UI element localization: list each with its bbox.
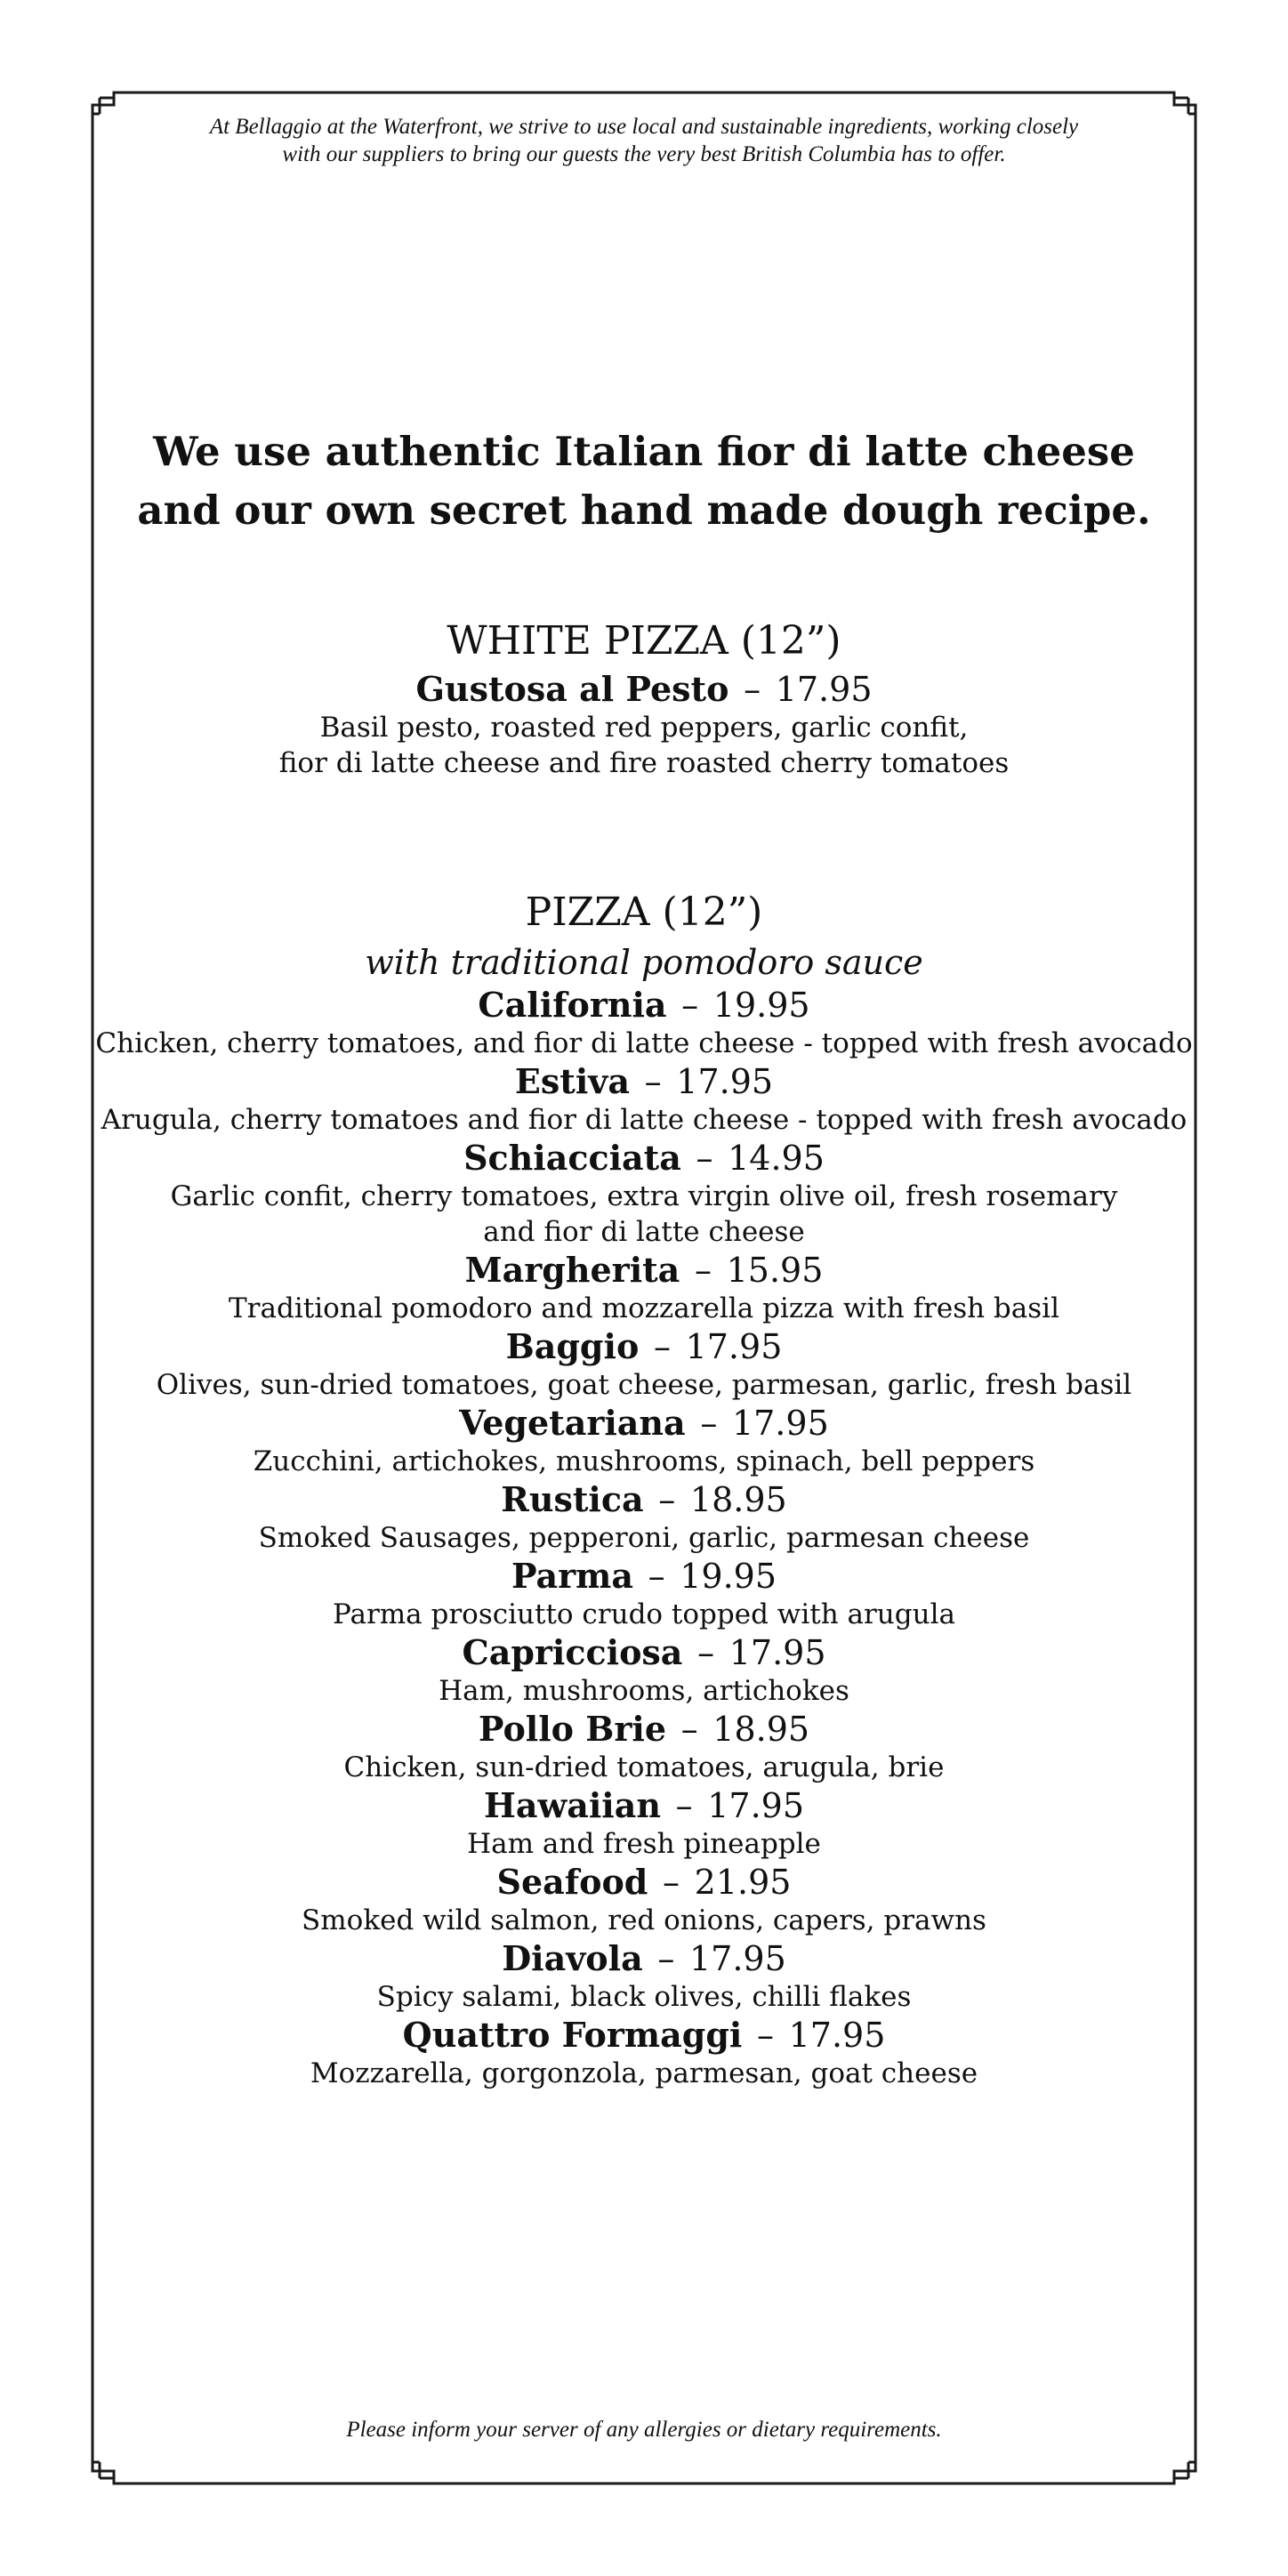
menu-item-description-line-1: Chicken, sun-dried tomatoes, arugula, brie	[343, 1751, 945, 1783]
menu-item-description-line-1: Chicken, cherry tomatoes, and fior di latte cheese - topped with fresh avocado	[95, 1027, 1193, 1059]
menu-page	[93, 93, 1195, 2483]
menu-item-price: 18.95	[689, 1480, 787, 1519]
menu-item-heading	[93, 1403, 1195, 1444]
menu-item-description-line-1: Olives, sun-dried tomatoes, goat cheese, parmesan, garlic, fresh basil	[156, 1369, 1132, 1401]
white-pizza-section	[93, 614, 1195, 781]
pizza-list	[93, 985, 1195, 2091]
menu-item	[93, 1556, 1195, 1632]
menu-item-description-line-1: Spicy salami, black olives, chilli flakes	[376, 1981, 912, 2013]
menu-item-dash: –	[696, 1139, 713, 1178]
menu-item	[93, 1785, 1195, 1862]
menu-item-price: 21.95	[694, 1863, 792, 1902]
menu-item	[93, 1061, 1195, 1138]
menu-item-description-line-1: Ham, mushrooms, artichokes	[439, 1675, 849, 1707]
menu-item-price: 17.95	[676, 1062, 774, 1101]
menu-item-description-line-2: and fior di latte cheese	[483, 1216, 805, 1248]
menu-item-price: 19.95	[680, 1557, 777, 1596]
menu-item-heading	[93, 1556, 1195, 1597]
menu-item-dash: –	[697, 1633, 715, 1672]
menu-item-dash: –	[700, 1404, 718, 1443]
menu-item-price: 19.95	[712, 986, 810, 1025]
menu-item-heading	[93, 985, 1195, 1026]
intro-line-2: with our suppliers to bring our guests the very best British Columbia has to offer.	[282, 142, 1006, 166]
menu-item	[93, 669, 1195, 781]
menu-item-description-line-1: Arugula, cherry tomatoes and fior di latte cheese - topped with fresh avocado	[101, 1104, 1187, 1136]
menu-item-dash: –	[658, 1480, 676, 1519]
menu-item-price: 17.95	[685, 1327, 783, 1366]
intro-text	[93, 113, 1195, 168]
menu-item-heading	[93, 1785, 1195, 1826]
menu-item-heading	[93, 1632, 1195, 1673]
menu-item-description-line-1: Zucchini, artichokes, mushrooms, spinach, bell peppers	[253, 1445, 1035, 1477]
menu-item	[93, 1709, 1195, 1785]
menu-item-heading	[93, 1709, 1195, 1750]
menu-item-name: Rustica	[501, 1479, 644, 1519]
menu-item-price: 17.95	[729, 1633, 826, 1672]
menu-item-description-line-2: fior di latte cheese and fire roasted cherry tomatoes	[278, 747, 1010, 779]
menu-item-name: California	[478, 985, 667, 1025]
menu-item-price: 14.95	[728, 1139, 825, 1178]
intro-line-1: At Bellaggio at the Waterfront, we strive to use local and sustainable ingredients, working closely	[209, 115, 1079, 139]
menu-item-dash: –	[681, 986, 699, 1025]
menu-item	[93, 985, 1195, 1061]
menu-item-heading	[93, 1326, 1195, 1367]
menu-item	[93, 1632, 1195, 1709]
menu-item-name: Margherita	[464, 1250, 680, 1290]
menu-item-name: Baggio	[505, 1326, 640, 1366]
menu-item-price: 18.95	[712, 1710, 810, 1749]
menu-item-name: Seafood	[496, 1862, 648, 1902]
menu-item-description-line-1: Traditional pomodoro and mozzarella pizza with fresh basil	[229, 1292, 1059, 1324]
menu-item-dash: –	[644, 1062, 662, 1101]
menu-item-description-line-1: Mozzarella, gorgonzola, parmesan, goat cheese	[310, 2057, 978, 2089]
menu-item-description-line-1: Garlic confit, cherry tomatoes, extra virgin olive oil, fresh rosemary	[170, 1180, 1118, 1212]
menu-item-description-line-1: Parma prosciutto crudo topped with arugula	[333, 1598, 955, 1630]
menu-item-name: Schiacciata	[463, 1138, 681, 1178]
menu-item-dash: –	[675, 1786, 693, 1825]
menu-item-heading	[93, 1061, 1195, 1102]
menu-item-price: 17.95	[775, 670, 873, 709]
menu-item	[93, 1862, 1195, 1938]
menu-item	[93, 1479, 1195, 1556]
menu-item-name: Gustosa al Pesto	[415, 669, 729, 709]
menu-item-heading	[93, 2015, 1195, 2056]
pizza-section	[93, 885, 1195, 2091]
headline-line-2: and our own secret hand made dough recipe.	[137, 487, 1151, 534]
white-pizza-list	[93, 669, 1195, 781]
menu-item-dash: –	[653, 1327, 671, 1366]
menu-item-price: 17.95	[688, 1939, 786, 1978]
menu-item-name: Hawaiian	[483, 1785, 661, 1825]
menu-item	[93, 1250, 1195, 1326]
pizza-subtitle: with traditional pomodoro sauce	[365, 943, 923, 982]
menu-item-dash: –	[657, 1939, 675, 1978]
menu-item-heading	[93, 1862, 1195, 1903]
white-pizza-title: WHITE PIZZA (12”)	[447, 618, 841, 664]
menu-item	[93, 1326, 1195, 1403]
menu-item	[93, 1403, 1195, 1479]
menu-item-name: Capricciosa	[462, 1632, 683, 1672]
menu-item-heading	[93, 1250, 1195, 1291]
menu-item-heading	[93, 1479, 1195, 1520]
menu-item	[93, 1938, 1195, 2015]
allergy-note: Please inform your server of any allergies or dietary requirements.	[346, 2418, 942, 2442]
menu-item-dash: –	[744, 670, 761, 709]
pizza-title: PIZZA (12”)	[525, 890, 763, 935]
menu-item-name: Quattro Formaggi	[402, 2015, 743, 2055]
headline	[93, 423, 1195, 540]
menu-item-description-line-1: Smoked Sausages, pepperoni, garlic, parmesan cheese	[258, 1522, 1030, 1554]
menu-item-dash: –	[756, 2016, 774, 2055]
menu-item-dash: –	[694, 1251, 712, 1290]
menu-item-name: Parma	[511, 1556, 633, 1596]
menu-item-price: 17.95	[707, 1786, 805, 1825]
menu-item	[93, 2015, 1195, 2091]
menu-item-name: Diavola	[502, 1938, 643, 1978]
menu-item-heading	[93, 669, 1195, 710]
menu-item-dash: –	[663, 1863, 680, 1902]
menu-item-heading	[93, 1138, 1195, 1179]
menu-item-price: 17.95	[788, 2016, 886, 2055]
menu-item-name: Estiva	[514, 1061, 630, 1101]
menu-item-description-line-1: Smoked wild salmon, red onions, capers, prawns	[302, 1904, 986, 1936]
headline-line-1: We use authentic Italian fior di latte cheese	[153, 428, 1135, 475]
menu-item-heading	[93, 1938, 1195, 1979]
menu-item-description-line-1: Ham and fresh pineapple	[467, 1828, 821, 1860]
menu-item-name: Pollo Brie	[478, 1709, 667, 1749]
menu-item-description-line-1: Basil pesto, roasted red peppers, garlic confit,	[319, 712, 969, 744]
menu-item-name: Vegetariana	[459, 1403, 686, 1443]
menu-item-dash: –	[680, 1710, 698, 1749]
menu-item-price: 15.95	[726, 1251, 824, 1290]
menu-item-price: 17.95	[731, 1404, 829, 1443]
menu-item	[93, 1138, 1195, 1250]
menu-item-dash: –	[648, 1557, 665, 1596]
